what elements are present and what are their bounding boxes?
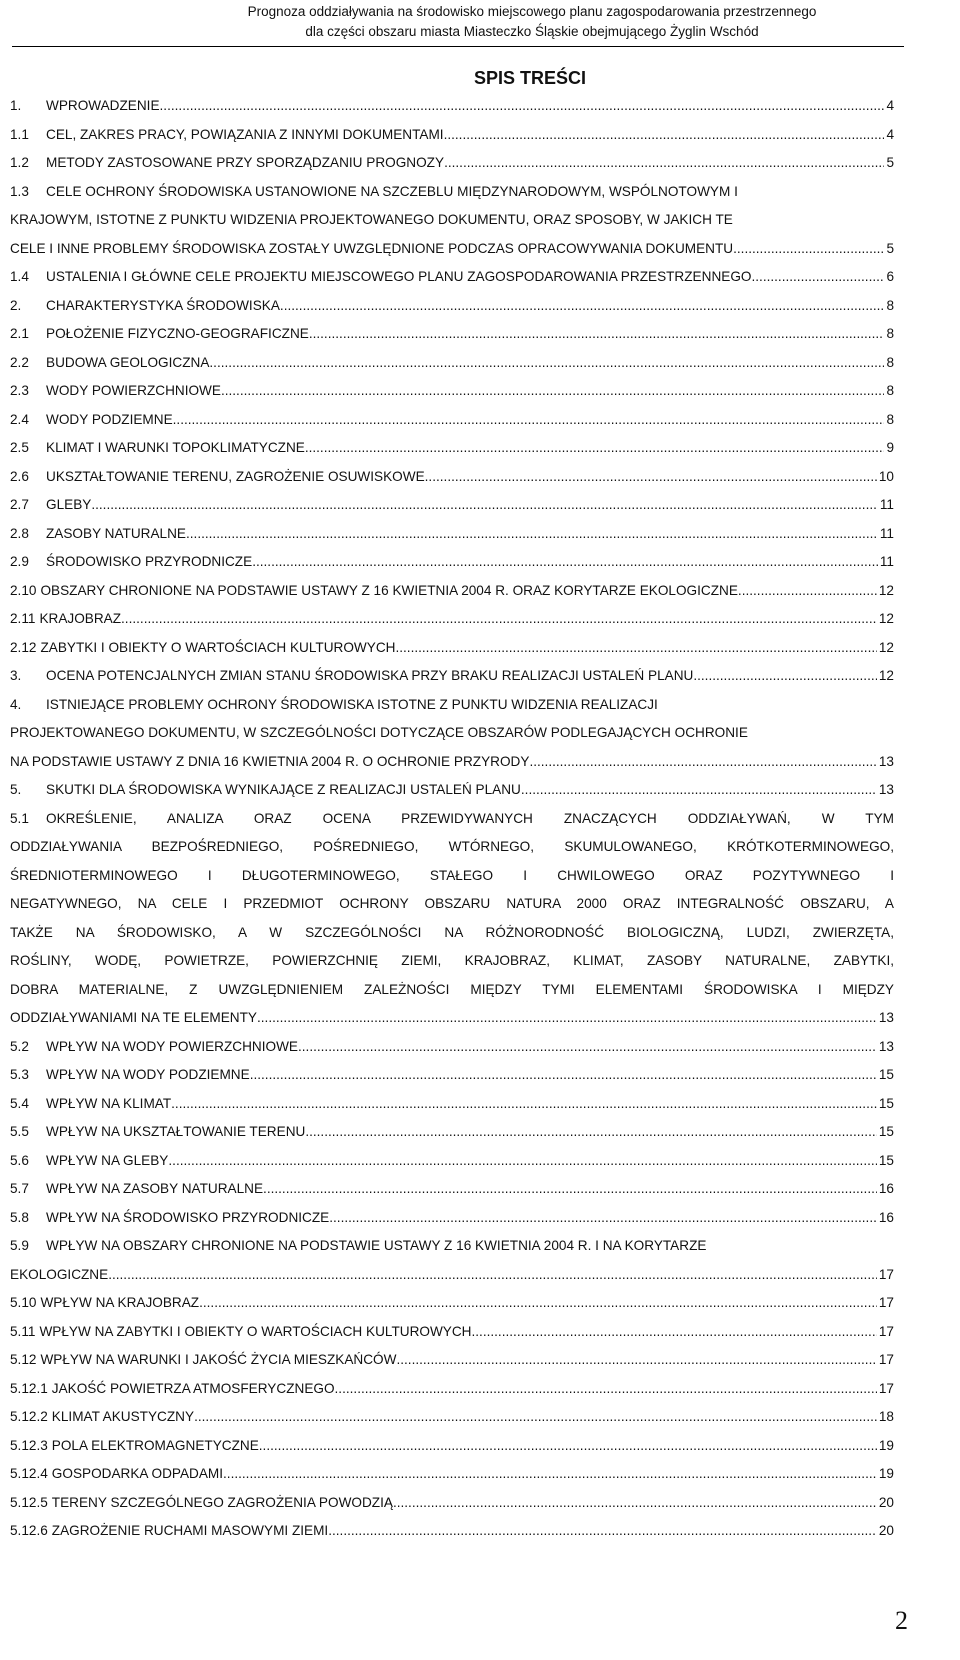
toc-text: ZASOBY NATURALNE [46,525,186,541]
toc-line [10,292,894,321]
toc-number: 5.1 [10,810,29,826]
toc-page-number: 15 [878,1152,894,1168]
toc-line [10,235,894,264]
toc-text: ŚRODOWISKO PRZYRODNICZE [46,554,253,569]
toc-entry[interactable] [10,1289,894,1318]
toc-entry[interactable] [10,1061,894,1090]
toc-line [10,320,894,349]
toc-leader-dots [309,320,885,349]
toc-text: WPŁYW NA ZASOBY NATURALNE [46,1181,264,1196]
toc-leader-dots [751,263,884,292]
toc-page-number: 20 [878,1523,894,1538]
toc-entry[interactable] [10,1090,894,1119]
toc-entry[interactable] [10,1460,894,1489]
toc-text: EKOLOGICZNE [10,1266,109,1282]
toc-leader-dots [221,377,884,406]
toc-entry[interactable] [10,1318,894,1347]
toc-line [10,890,894,919]
toc-leader-dots [186,520,878,549]
toc-line [10,178,894,207]
running-header [160,2,904,42]
toc-number: 5.3 [10,1067,29,1082]
toc-line [10,1460,894,1489]
toc-entry[interactable] [10,263,894,292]
toc-entry[interactable] [10,1375,894,1404]
toc-page-number: 16 [878,1209,894,1225]
toc-line [10,463,894,492]
toc-number: 2.12 [10,639,37,655]
toc-page-number: 17 [878,1380,894,1396]
toc-page-number: 11 [879,525,894,541]
toc-leader-dots [173,406,885,435]
toc-line [10,577,894,606]
toc-entry[interactable] [10,1204,894,1233]
toc-text: ZAGROŻENIE RUCHAMI MASOWYMI ZIEMI [51,1523,329,1538]
toc-line [10,662,894,691]
toc-entry[interactable] [10,406,894,435]
toc-number: 2.2 [10,354,29,370]
toc-line [10,805,894,834]
toc-number: 5.12.5 [10,1494,48,1510]
toc-page-number: 18 [878,1409,894,1424]
toc-text: ROŚLINY, WODĘ, POWIETRZE, POWIERZCHNIĘ ZIEMI, KRAJOBRAZ, KLIMAT, ZASOBY NATURALNE, ZABYTKI, [10,953,894,968]
header-rule [12,46,904,47]
toc-entry[interactable] [10,1147,894,1176]
toc-leader-dots [171,1090,877,1119]
toc-page-number: 11 [879,554,894,569]
toc-leader-dots [329,1204,877,1233]
toc-text: KLIMAT AKUSTYCZNY [51,1409,195,1424]
toc-leader-dots [259,1432,877,1461]
toc-page-number: 15 [878,1067,894,1082]
toc-number: 5.11 [10,1323,36,1339]
toc-entry[interactable] [10,92,894,121]
toc-text: WPŁYW NA GLEBY [46,1152,169,1168]
toc-number: 2.5 [10,440,29,455]
toc-line [10,92,894,121]
toc-number: 2. [10,297,22,313]
toc-number: 5.5 [10,1124,29,1139]
toc-entry[interactable] [10,776,894,805]
toc-page-number: 12 [878,639,894,655]
toc-page-number: 6 [886,269,894,284]
toc-entry[interactable] [10,178,894,264]
toc-number: 5.4 [10,1095,29,1111]
toc-text: BUDOWA GEOLOGICZNA [46,354,210,370]
toc-leader-dots [693,662,877,691]
toc-line [10,862,894,891]
toc-line [10,1517,894,1546]
toc-line [10,491,894,520]
toc-number: 2.6 [10,468,29,484]
toc-leader-dots [529,748,876,777]
toc-number: 2.3 [10,383,29,398]
toc-leader-dots [444,149,884,178]
toc-leader-dots [393,1489,877,1518]
header-line-1: Prognoza oddziaływania na środowisko miejscowego planu zagospodarowania przestrzennego [247,4,817,19]
toc-line [10,947,894,976]
toc-text: NA PODSTAWIE USTAWY Z DNIA 16 KWIETNIA 2004 R. O OCHRONIE PRZYRODY [10,753,530,769]
toc-page-number: 4 [886,126,894,142]
toc-line [10,121,894,150]
toc-number: 5.12 [10,1352,37,1367]
toc-text: WPŁYW NA OBSZARY CHRONIONE NA PODSTAWIE USTAWY Z 16 KWIETNIA 2004 R. I NA KORYTARZE [46,1238,707,1253]
toc-page-number: 8 [886,354,894,370]
toc-text: WPŁYW NA WODY POWIERZCHNIOWE [46,1038,298,1054]
toc-number: 5.12.6 [10,1523,48,1538]
toc-page-number: 19 [878,1437,894,1453]
toc-number: 5.8 [10,1209,29,1225]
toc-number: 5.12.2 [10,1409,48,1424]
toc-line [10,1004,894,1033]
toc-line [10,377,894,406]
toc-line [10,149,894,178]
toc-text: CHARAKTERYSTYKA ŚRODOWISKA [46,297,280,313]
toc-line [10,719,894,748]
toc-page-number: 20 [878,1494,894,1510]
toc-entry[interactable] [10,1489,894,1518]
toc-text: TAKŻE NA ŚRODOWISKO, A W SZCZEGÓLNOŚCI NA RÓŻNORODNOŚĆ BIOLOGICZNĄ, LUDZI, ZWIERZĘTA, [10,924,894,940]
toc-line [10,748,894,777]
toc-text: TERENY SZCZEGÓLNEGO ZAGROŻENIA POWODZIĄ [51,1494,393,1510]
toc-page-number: 17 [878,1323,894,1339]
toc-line [10,1232,894,1261]
toc-line [10,1261,894,1290]
toc-number: 2.7 [10,497,29,512]
toc-page-number: 9 [886,440,894,455]
toc-text: USTALENIA I GŁÓWNE CELE PROJEKTU MIEJSCOWEGO PLANU ZAGOSPODAROWANIA PRZESTRZENNEGO [46,269,752,284]
toc-page-number: 13 [878,753,894,769]
toc-text: ZABYTKI I OBIEKTY O WARTOŚCIACH KULTUROWYCH [40,639,396,655]
toc-line [10,833,894,862]
toc-page-number: 15 [878,1124,894,1139]
toc-text: OKREŚLENIE, ANALIZA ORAZ OCENA PRZEWIDYWANYCH ZNACZĄCYCH ODDZIAŁYWAŃ, W TYM [46,810,894,826]
toc-leader-dots [263,1175,877,1204]
toc-text: POŁOŻENIE FIZYCZNO-GEOGRAFICZNE [46,326,309,341]
toc-line [10,776,894,805]
toc-entry[interactable] [10,434,894,463]
toc-leader-dots [328,1517,877,1546]
toc-text: OBSZARY CHRONIONE NA PODSTAWIE USTAWY Z 16 KWIETNIA 2004 R. ORAZ KORYTARZE EKOLOGICZNE [40,582,738,598]
toc-number: 5.6 [10,1152,29,1168]
toc-line [10,1346,894,1375]
toc-leader-dots [209,349,884,378]
toc-line [10,1061,894,1090]
toc-page-number: 17 [878,1266,894,1282]
toc-line [10,434,894,463]
toc-leader-dots [223,1460,877,1489]
toc-leader-dots [738,577,877,606]
toc-line [10,1175,894,1204]
toc-page-number: 8 [886,326,894,341]
toc-line [10,1318,894,1347]
toc-number: 3. [10,668,22,683]
toc-text: WPŁYW NA KLIMAT [46,1095,172,1111]
toc-entry[interactable] [10,121,894,150]
toc-leader-dots [298,1033,877,1062]
page-number: 2 [895,1606,908,1635]
toc-leader-dots [108,1261,877,1290]
toc-number: 2.1 [10,326,29,341]
toc-number: 2.8 [10,525,29,541]
toc-entry[interactable] [10,691,894,777]
toc-text: JAKOŚĆ POWIETRZA ATMOSFERYCZNEGO [51,1380,335,1396]
toc-line [10,691,894,720]
toc-leader-dots [194,1403,877,1432]
toc-entry[interactable] [10,491,894,520]
toc-leader-dots [305,434,885,463]
toc-number: 5.12.4 [10,1466,48,1481]
toc-number: 5.10 [10,1295,37,1310]
toc-entry[interactable] [10,805,894,1033]
toc-number: 4. [10,696,22,712]
toc-text: CELE OCHRONY ŚRODOWISKA USTANOWIONE NA SZCZEBLU MIĘDZYNARODOWYM, WSPÓLNOTOWYM I [46,183,738,199]
toc-leader-dots [252,548,878,577]
toc-entry[interactable] [10,548,894,577]
toc-leader-dots [280,292,885,321]
toc-page-number: 8 [886,297,894,313]
toc-text: WPŁYW NA WODY PODZIEMNE [46,1067,250,1082]
toc-line [10,548,894,577]
toc-leader-dots [733,235,884,264]
toc-page-number: 16 [878,1181,894,1196]
toc-number: 1.2 [10,155,29,170]
toc-line [10,919,894,948]
toc-text: WPŁYW NA WARUNKI I JAKOŚĆ ŻYCIA MIESZKAŃCÓW [40,1352,397,1367]
toc-line [10,520,894,549]
toc-text: KLIMAT I WARUNKI TOPOKLIMATYCZNE [46,440,305,455]
toc-text: ISTNIEJĄCE PROBLEMY OCHRONY ŚRODOWISKA ISTOTNE Z PUNKTU WIDZENIA REALIZACJI [46,696,658,712]
toc-page-number: 10 [878,468,894,484]
toc-line [10,1432,894,1461]
toc-number: 2.4 [10,411,29,427]
toc-text: OCENA POTENCJALNYCH ZMIAN STANU ŚRODOWISKA PRZY BRAKU REALIZACJI USTALEŃ PLANU [46,668,694,683]
toc-page-number: 12 [878,582,894,598]
toc-text: GLEBY [46,497,92,512]
toc-page-number: 13 [878,782,894,797]
toc-leader-dots [199,1289,877,1318]
toc-text: SKUTKI DLA ŚRODOWISKA WYNIKAJĄCE Z REALIZACJI USTALEŃ PLANU [46,782,521,797]
toc-line [10,349,894,378]
toc-entry[interactable] [10,1346,894,1375]
toc-leader-dots [472,1318,877,1347]
toc-text: WPŁYW NA KRAJOBRAZ [40,1295,200,1310]
toc-entry[interactable] [10,577,894,606]
toc-line [10,1403,894,1432]
toc-text: CELE I INNE PROBLEMY ŚRODOWISKA ZOSTAŁY UWZGLĘDNIONE PODCZAS OPRACOWYWANIA DOKUMENTU [10,240,734,256]
toc-entry[interactable] [10,1517,894,1546]
toc-text: CEL, ZAKRES PRACY, POWIĄZANIA Z INNYMI DOKUMENTAMI [46,126,444,142]
toc-text: KRAJOBRAZ [39,611,122,626]
toc-text: WPŁYW NA UKSZTAŁTOWANIE TERENU [46,1124,306,1139]
toc-line [10,634,894,663]
toc-number: 1.3 [10,183,29,199]
toc-page-number: 15 [878,1095,894,1111]
toc-leader-dots [168,1147,876,1176]
toc-entry[interactable] [10,1033,894,1062]
toc-page-number: 12 [878,668,894,683]
toc-entry[interactable] [10,1432,894,1461]
toc-entry[interactable] [10,1175,894,1204]
toc-entry[interactable] [10,149,894,178]
toc-page-number: 13 [878,1038,894,1054]
toc-line [10,1489,894,1518]
toc-number: 5.12.3 [10,1437,48,1453]
toc-text: METODY ZASTOSOWANE PRZY SPORZĄDZANIU PROGNOZY [46,155,445,170]
toc-number: 5.7 [10,1181,29,1196]
toc-page-number: 17 [878,1295,894,1310]
toc-page-number: 19 [878,1466,894,1481]
toc-text: NEGATYWNEGO, NA CELE I PRZEDMIOT OCHRONY OBSZARU NATURA 2000 ORAZ INTEGRALNOŚĆ OBSZARU, A [10,896,894,911]
toc-leader-dots [521,776,877,805]
toc-text: WODY PODZIEMNE [46,411,173,427]
toc-line [10,605,894,634]
toc-leader-dots [425,463,877,492]
toc-number: 2.9 [10,554,29,569]
toc-text: ŚREDNIOTERMINOWEGO I DŁUGOTERMINOWEGO, STAŁEGO I CHWILOWEGO ORAZ POZYTYWNEGO I [10,867,894,883]
toc-page-number: 5 [886,240,894,256]
toc-line [10,1375,894,1404]
toc-page-number: 8 [886,411,894,427]
toc-entry[interactable] [10,605,894,634]
toc-entry[interactable] [10,463,894,492]
toc-leader-dots [395,634,876,663]
toc-page-number: 8 [886,383,894,398]
toc-text: WPŁYW NA ZABYTKI I OBIEKTY O WARTOŚCIACH KULTUROWYCH [39,1323,472,1339]
toc-line [10,1204,894,1233]
toc-text: POLA ELEKTROMAGNETYCZNE [51,1437,259,1453]
toc-text: PROJEKTOWANEGO DOKUMENTU, W SZCZEGÓLNOŚCI DOTYCZĄCE OBSZARÓW PODLEGAJĄCYCH OCHRONIE [10,725,748,740]
toc-page-number: 12 [878,611,894,626]
toc-line [10,1118,894,1147]
toc-page-number: 17 [878,1352,894,1367]
toc-text: UKSZTAŁTOWANIE TERENU, ZAGROŻENIE OSUWISKOWE [46,468,425,484]
toc-page-number: 4 [886,98,894,113]
toc-entry[interactable] [10,520,894,549]
toc-entry[interactable] [10,1403,894,1432]
page-title: SPIS TREŚCI [473,68,587,88]
toc-text: DOBRA MATERIALNE, Z UWZGLĘDNIENIEM ZALEŻNOŚCI MIĘDZY TYMI ELEMENTAMI ŚRODOWISKA I MIĘDZY [10,981,894,997]
toc-number: 1.4 [10,269,29,284]
toc-line [10,1033,894,1062]
toc-number: 2.11 [10,611,36,626]
toc-text: WPROWADZENIE [46,98,160,113]
toc-entry[interactable] [10,1232,894,1289]
toc-entry[interactable] [10,292,894,321]
toc-text: ODDZIAŁYWANIA BEZPOŚREDNIEGO, POŚREDNIEGO, WTÓRNEGO, SKUMULOWANEGO, KRÓTKOTERMINOWEGO, [10,839,894,854]
toc-text: WPŁYW NA ŚRODOWISKO PRZYRODNICZE [46,1209,330,1225]
toc-leader-dots [160,92,885,121]
toc-leader-dots [91,491,878,520]
toc-line [10,206,894,235]
toc-leader-dots [335,1375,877,1404]
toc-text: ODDZIAŁYWANIAMI NA TE ELEMENTY [10,1010,257,1025]
toc-number: 1. [10,98,22,113]
toc-leader-dots [250,1061,877,1090]
toc-entry[interactable] [10,377,894,406]
toc-leader-dots [121,605,877,634]
table-of-contents [10,92,894,1546]
toc-number: 2.10 [10,582,37,598]
toc-line [10,1147,894,1176]
toc-entry[interactable] [10,349,894,378]
toc-line [10,976,894,1005]
header-line-2: dla części obszaru miasta Miasteczko Śląskie obejmującego Żyglin Wschód [305,24,759,39]
toc-text: GOSPODARKA ODPADAMI [51,1466,224,1481]
toc-number: 1.1 [10,126,29,142]
toc-line [10,406,894,435]
toc-entry[interactable] [10,662,894,691]
toc-text: WODY POWIERZCHNIOWE [46,383,221,398]
toc-page-number: 11 [879,497,894,512]
toc-leader-dots [257,1004,877,1033]
toc-line [10,263,894,292]
toc-line [10,1090,894,1119]
toc-number: 5.2 [10,1038,29,1054]
toc-number: 5.12.1 [10,1380,48,1396]
toc-number: 5. [10,782,22,797]
toc-leader-dots [305,1118,877,1147]
toc-leader-dots [444,121,885,150]
toc-number: 5.9 [10,1238,29,1253]
toc-leader-dots [396,1346,876,1375]
toc-entry[interactable] [10,1118,894,1147]
toc-line [10,1289,894,1318]
toc-entry[interactable] [10,320,894,349]
toc-text: KRAJOWYM, ISTOTNE Z PUNKTU WIDZENIA PROJEKTOWANEGO DOKUMENTU, ORAZ SPOSOBY, W JAKICH TE [10,212,733,227]
toc-page-number: 5 [886,155,894,170]
toc-entry[interactable] [10,634,894,663]
toc-page-number: 13 [878,1010,894,1025]
